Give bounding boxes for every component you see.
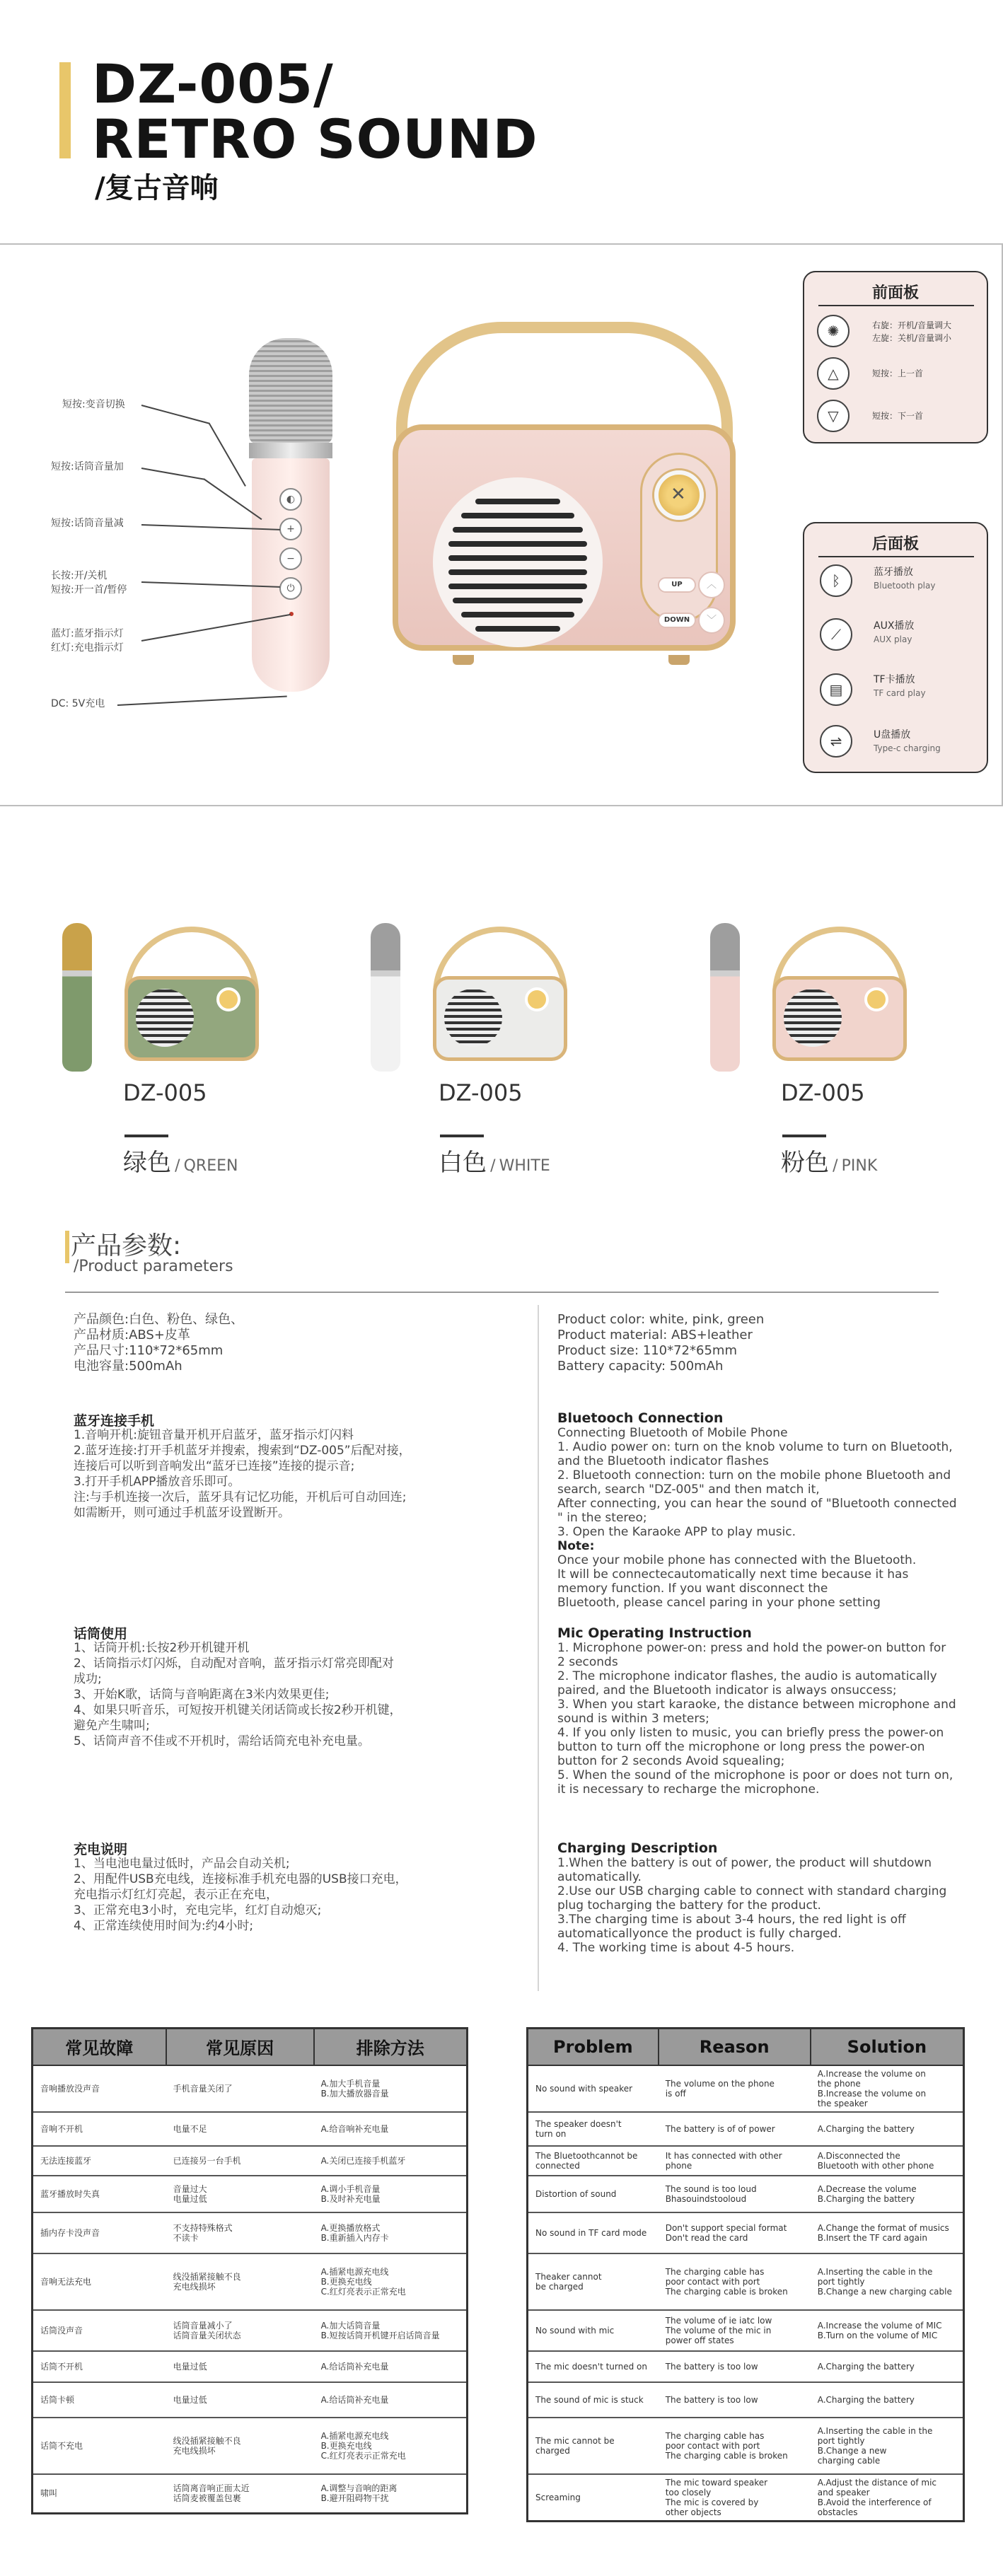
rear-usb-sub: Type-c charging	[874, 743, 941, 753]
section-body-en: Connecting Bluetooth of Mobile Phone 1. Audio power on: turn on the knob volume to turn on Bluetooth, and the Bluetooth indicator flashes 2. Bluetooth connection: turn on the mobile phone Bluetooth and search, search "DZ-005" and then match it, After connecting, you can hear the sound of "Bluetooth connected " in the stereo; 3. Open the Karaoke APP to play music.	[557, 1426, 957, 1539]
column-divider	[538, 1305, 539, 1991]
variant-mic	[371, 923, 400, 1072]
table-row	[528, 2146, 964, 2176]
mic-callout-power: 长按:开/关机 短按:开一首/暂停	[51, 570, 127, 596]
table-cell: 手机音量关闭了	[166, 2065, 314, 2112]
note-label: Note:	[557, 1539, 595, 1553]
mic-plus-icon: +	[279, 518, 302, 540]
front-panel-down-text: 短按：下一首	[872, 411, 924, 421]
table-row	[528, 2253, 964, 2310]
table-cell: A.调小手机音量 B.及时补充电量	[314, 2176, 468, 2212]
speaker-foot	[668, 655, 690, 665]
variant-grille	[784, 989, 842, 1047]
variant-underline	[782, 1135, 826, 1137]
rear-tf-sub: TF card play	[874, 688, 926, 698]
table-cell: A.Adjust the distance of mic and speaker B.Avoid the interference of obstacles	[811, 2474, 964, 2522]
table-cell: A.插紧电源充电线 B.更换充电线 C.红灯亮表示正常充电	[314, 2418, 468, 2474]
table-cell: 插内存卡没声音	[33, 2212, 166, 2253]
variant-mic	[710, 923, 740, 1072]
table-cell: A.给话筒补充电量	[314, 2382, 468, 2418]
table-cell: A.Change the format of musics B.Insert the TF card again	[811, 2212, 964, 2253]
table-row	[528, 2351, 964, 2382]
table-row	[528, 2382, 964, 2418]
table-header: Problem	[528, 2029, 659, 2065]
variant-underline	[124, 1135, 168, 1137]
mic-callout-indicator: 蓝灯:蓝牙指示灯 红灯:充电指示灯	[51, 628, 124, 654]
variant-grille	[136, 989, 194, 1047]
table-header: 排除方法	[314, 2029, 468, 2065]
table-cell: Screaming	[528, 2474, 659, 2522]
table-cell: 话筒不充电	[33, 2418, 166, 2474]
table-row	[528, 2418, 964, 2474]
variant-model-green: DZ-005	[123, 1079, 207, 1106]
table-cell: It has connected with other phone	[659, 2146, 811, 2176]
specs-en: Product color: white, pink, green Product material: ABS+leather Product size: 110*72*65mm Battery capacity: 500mAh	[557, 1312, 765, 1374]
table-row	[33, 2474, 468, 2514]
table-cell: A.Charging the battery	[811, 2351, 964, 2382]
table-cell: The sound is too loud Bhasouindstooloud	[659, 2176, 811, 2212]
section-body-cn: 1.音响开机:旋钮音量开机开启蓝牙，蓝牙指示灯闪料 2.蓝牙连接:打开手机蓝牙并搜索，搜索到“DZ-005”后配对接， 连接后可以听到音响发出“蓝牙已连接”连接的提示音; 3.打开手机APP播放音乐即可。 注:与手机连接一次后，蓝牙具有记忆功能，开机后可自动回连; 如需断开，则可通过手机蓝牙设置断开。	[74, 1428, 411, 1520]
table-cell: 蓝牙播放时失真	[33, 2176, 166, 2212]
table-row	[33, 2253, 468, 2310]
up-button-label: UP	[658, 577, 696, 593]
troubleshooting-table-cn	[31, 2027, 468, 2514]
params-rule	[65, 1292, 939, 1293]
section-title-cn: 充电说明	[74, 1842, 128, 1857]
table-cell: A.加大话筒音量 B.短按话筒开机键开启话筒音量	[314, 2310, 468, 2351]
table-cell: A.更换播放格式 B.重新插入内存卡	[314, 2212, 468, 2253]
variant-mic	[62, 923, 92, 1072]
section-title-en: Charging Description	[557, 1840, 718, 1856]
section-body-en: 1.When the battery is out of power, the product will shutdown automatically. 2.Use our USB charging cable to connect with standard charging plug tocharging the battery for the product. 3.The charging time is about 3-4 hours, the red light is off automaticallyonce the product is fully charged. 4. The working time is about 4-5 hours.	[557, 1856, 947, 1955]
params-title: 产品参数:	[71, 1231, 182, 1260]
model-title: DZ-005/	[92, 52, 334, 115]
table-cell: The Bluetoothcannot be connected	[528, 2146, 659, 2176]
mic-echo-icon: ◐	[279, 488, 302, 511]
variant-color-green: 绿色 / QREEN	[123, 1149, 238, 1177]
table-cell: 啸叫	[33, 2474, 166, 2514]
rear-panel-title: 后面板	[871, 535, 919, 553]
mic-callout-echo: 短按:变音切换	[62, 399, 125, 410]
table-row	[528, 2310, 964, 2351]
table-cell: A.加大手机音量 B.加大播放器音量	[314, 2065, 468, 2112]
section-body-cn: 1、话筒开机:长按2秒开机键开机 2、话筒指示灯闪烁，自动配对音响，蓝牙指示灯常亮即配对 成功; 3、开始K歌，话筒与音响距离在3米内效果更佳; 4、如果只听音乐，可短按开机键关闭话筒或长按2秒开机键， 避免产生啸叫; 5、话筒声音不佳或不开机时，需给话筒充电补充电量。	[74, 1641, 402, 1748]
section-body-cn: 1、当电池电量过低时，产品会自动关机; 2、用配件USB充电线，连接标准手机充电器的USB接口充电， 充电指示灯红灯亮起，表示正在充电， 3、正常充电3小时，充电完毕，红灯自动熄灭; 4、正常连续使用时间为:约4小时;	[74, 1857, 407, 1933]
front-panel-card	[803, 271, 988, 443]
params-accent-bar	[65, 1231, 69, 1263]
rear-aux-text: AUX播放	[874, 620, 915, 632]
down-arrow-icon: ﹀	[698, 607, 725, 634]
mic-callout-volume-up: 短按:话筒音量加	[51, 461, 124, 472]
table-cell: A.Decrease the volume B.Charging the battery	[811, 2176, 964, 2212]
up-arrow-icon: ︿	[698, 572, 725, 598]
table-row	[528, 2474, 964, 2522]
table-cell: 音响不开机	[33, 2112, 166, 2146]
table-cell: A.Charging the battery	[811, 2382, 964, 2418]
table-cell: 线没插紧接触不良 充电线损坏	[166, 2253, 314, 2310]
front-panel-title: 前面板	[871, 284, 919, 302]
rear-panel-card	[803, 522, 988, 773]
table-row	[33, 2418, 468, 2474]
table-cell: The battery is too low	[659, 2382, 811, 2418]
table-cell: A.Increase the volume of MIC B.Turn on the volume of MIC	[811, 2310, 964, 2351]
table-cell: 话筒卡顿	[33, 2382, 166, 2418]
rear-usb-text: U盘播放	[874, 729, 911, 741]
rear-bluetooth-text: 蓝牙播放	[874, 567, 913, 578]
mic-callout-charging: DC: 5V充电	[51, 698, 105, 709]
table-row	[33, 2351, 468, 2382]
front-panel-up-text: 短按：上一首	[872, 369, 924, 378]
table-cell: A.Inserting the cable in the port tightly B.Change a new charging cable	[811, 2418, 964, 2474]
table-header: 常见原因	[166, 2029, 314, 2065]
table-cell: The mic toward speaker too closely The mic is covered by other objects	[659, 2474, 811, 2522]
section-note-en: Once your mobile phone has connected with the Bluetooth. It will be connectecautomatically next time because it has memory function. If you want disconnect the Bluetooth, please cancel paring in your phone setting	[557, 1553, 917, 1610]
down-button-label: DOWN	[658, 613, 696, 628]
variant-knob-icon	[864, 987, 888, 1011]
title-accent-bar	[59, 62, 71, 158]
table-cell: 已连接另一台手机	[166, 2146, 314, 2176]
table-row	[528, 2176, 964, 2212]
product-title-cn: /复古音响	[95, 172, 219, 204]
knob-mark-icon: ✕	[671, 484, 686, 505]
table-cell: A.Inserting the cable in the port tightly B.Change a new charging cable	[811, 2253, 964, 2310]
table-cell: No sound with speaker	[528, 2065, 659, 2112]
table-cell: The charging cable has poor contact with port The charging cable is broken	[659, 2253, 811, 2310]
table-cell: The volume of ie iatc low The volume of the mic in power off states	[659, 2310, 811, 2351]
table-row	[33, 2176, 468, 2212]
table-cell: The volume on the phone is off	[659, 2065, 811, 2112]
rear-aux-sub: AUX play	[874, 634, 912, 644]
params-subtitle: /Product parameters	[74, 1258, 233, 1275]
table-cell: A.调整与音响的距离 B.避开阻碍物干扰	[314, 2474, 468, 2514]
table-row	[528, 2212, 964, 2253]
mic-power-icon: ⏻	[279, 577, 302, 600]
panel-rule	[818, 556, 974, 557]
variant-model-white: DZ-005	[439, 1079, 523, 1106]
table-cell: A.给话筒补充电量	[314, 2351, 468, 2382]
section-title-cn: 蓝牙连接手机	[74, 1413, 155, 1429]
panel-rule	[818, 305, 974, 306]
table-cell: No sound with mic	[528, 2310, 659, 2351]
table-cell: The mic doesn't turned on	[528, 2351, 659, 2382]
table-header: 常见故障	[33, 2029, 166, 2065]
table-cell: A.Increase the volume on the phone B.Increase the volume on the speaker	[811, 2065, 964, 2112]
table-cell: The sound of mic is stuck	[528, 2382, 659, 2418]
table-cell: The mic cannot be charged	[528, 2418, 659, 2474]
bluetooth-icon: ᛒ	[820, 564, 852, 597]
table-cell: 电量过低	[166, 2382, 314, 2418]
table-header: Reason	[659, 2029, 811, 2065]
troubleshooting-table-en	[526, 2027, 965, 2522]
front-panel-knob-text: 右旋：开机/音量调大 左旋：关机/音量调小	[872, 320, 952, 343]
table-row	[33, 2310, 468, 2351]
table-row	[33, 2382, 468, 2418]
table-cell: Distortion of sound	[528, 2176, 659, 2212]
section-title-cn: 话筒使用	[74, 1626, 128, 1642]
table-cell: A.插紧电源充电线 B.更换充电线 C.红灯亮表示正常充电	[314, 2253, 468, 2310]
variant-color-white: 白色 / WHITE	[439, 1149, 550, 1177]
table-row	[528, 2065, 964, 2112]
variant-grille	[444, 989, 502, 1047]
table-cell: The charging cable has poor contact with port The charging cable is broken	[659, 2418, 811, 2474]
section-title-en: Bluetooch Connection	[557, 1410, 724, 1426]
product-title: RETRO SOUND	[92, 108, 538, 170]
variant-knob-icon	[216, 987, 240, 1011]
table-cell: 音响播放没声音	[33, 2065, 166, 2112]
table-cell: 电量过低	[166, 2351, 314, 2382]
table-header: Solution	[811, 2029, 964, 2065]
table-cell: A.Charging the battery	[811, 2112, 964, 2146]
section-title-en: Mic Operating Instruction	[557, 1625, 752, 1641]
table-cell: The battery is of of power	[659, 2112, 811, 2146]
rear-tf-text: TF卡播放	[874, 674, 915, 685]
table-cell: The speaker doesn't turn on	[528, 2112, 659, 2146]
table-cell: 音量过大 电量过低	[166, 2176, 314, 2212]
tf-card-icon: ▤	[820, 673, 852, 706]
table-cell: 话筒没声音	[33, 2310, 166, 2351]
table-cell: 无法连接蓝牙	[33, 2146, 166, 2176]
table-row	[33, 2112, 468, 2146]
mic-grille	[249, 338, 332, 444]
table-cell: Theaker cannot be charged	[528, 2253, 659, 2310]
table-cell: Don't support special format Don't read the card	[659, 2212, 811, 2253]
table-row	[33, 2212, 468, 2253]
table-row	[528, 2112, 964, 2146]
table-cell: A.关闭已连接手机蓝牙	[314, 2146, 468, 2176]
variant-underline	[440, 1135, 484, 1137]
table-cell: The battery is too low	[659, 2351, 811, 2382]
table-row	[33, 2065, 468, 2112]
mic-minus-icon: −	[279, 547, 302, 570]
table-cell: 话筒音量减小了 话筒音量关闭状态	[166, 2310, 314, 2351]
table-cell: 电量不足	[166, 2112, 314, 2146]
down-arrow-icon: ▽	[817, 400, 850, 432]
table-cell: 话筒离音响正面太近 话筒麦被覆盖包裹	[166, 2474, 314, 2514]
table-cell: 话筒不开机	[33, 2351, 166, 2382]
table-row	[33, 2146, 468, 2176]
mic-callout-volume-down: 短按:话筒音量减	[51, 518, 124, 529]
up-arrow-icon: △	[817, 357, 850, 390]
specs-cn: 产品颜色:白色、粉色、绿色、 产品材质:ABS+皮革 产品尺寸:110*72*65mm 电池容量:500mAh	[74, 1312, 244, 1374]
knob-icon: ✺	[817, 315, 850, 347]
table-cell: No sound in TF card mode	[528, 2212, 659, 2253]
table-cell: 线没插紧接触不良 充电线损坏	[166, 2418, 314, 2474]
table-cell: A.给音响补充电量	[314, 2112, 468, 2146]
usb-icon: ⇌	[820, 725, 852, 758]
variant-knob-icon	[525, 987, 549, 1011]
mic-ring	[249, 443, 332, 458]
speaker-grille	[433, 477, 603, 647]
variant-model-pink: DZ-005	[781, 1079, 865, 1106]
table-cell: 音响无法充电	[33, 2253, 166, 2310]
speaker-foot	[453, 655, 474, 665]
table-cell: A.Disconnected the Bluetooth with other phone	[811, 2146, 964, 2176]
variant-color-pink: 粉色 / PINK	[781, 1149, 878, 1177]
aux-icon: ⟋	[820, 618, 852, 651]
table-cell: 不支持特殊格式 不读卡	[166, 2212, 314, 2253]
rear-bluetooth-sub: Bluetooth play	[874, 581, 936, 591]
section-body-en: 1. Microphone power-on: press and hold the power-on button for 2 seconds 2. The microphone indicator flashes, the audio is automatically paired, and the Bluetooth indicator is always onsuccess; 3. When you start karaoke, the distance between microphone and sound is within 3 meters; 4. If you only listen to music, you can briefly press the power-on button to turn off the microphone or long press the power-on button for 2 seconds Avoid squealing; 5. When the sound of the microphone is poor or does not turn on, it is necessary to recharge the microphone.	[557, 1641, 956, 1797]
